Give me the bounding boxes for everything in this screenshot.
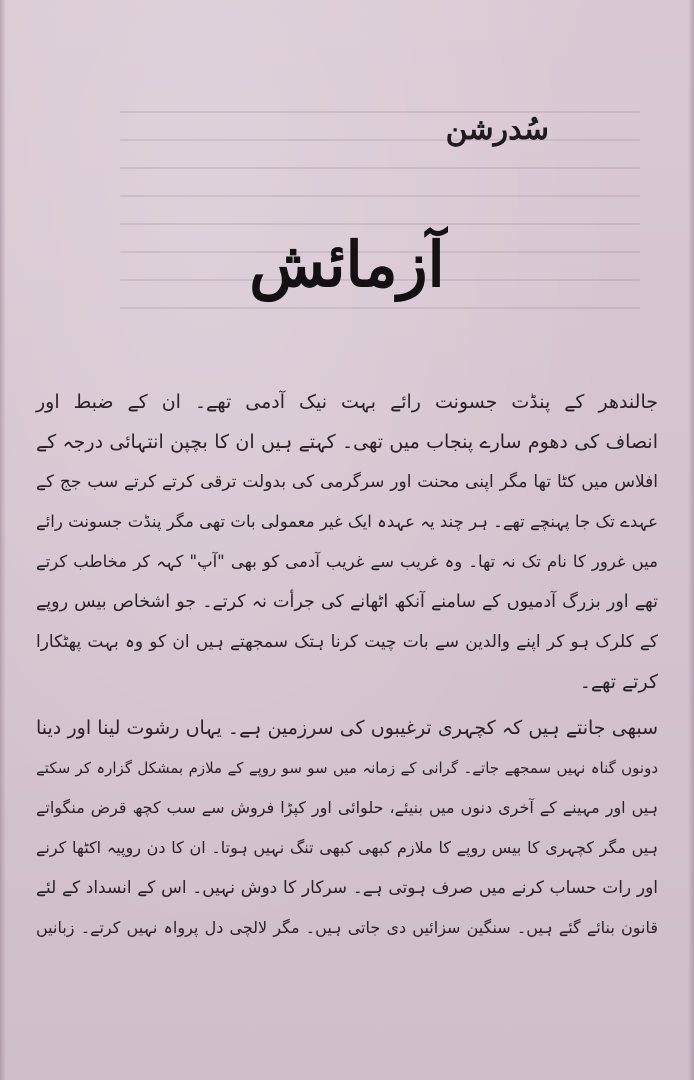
text-line: ہیں مگر کچہری کا بیس روپے کا ملازم کبھی کبھی تنگ نہیں ہوتا۔ ان کا دن روپیہ اکٹھا کرنے (36, 838, 658, 857)
story-title: آزمائش (249, 228, 445, 301)
text-line: عہدے تک جا پہنچے تھے۔ ہر چند یہ عہدہ ایک غیر معمولی بات تھی مگر پنڈت جسونت رائے (36, 512, 658, 531)
page-edge-right (688, 0, 694, 1080)
text-line: دونوں گناہ نہیں سمجھے جاتے۔ گرانی کے زمانہ میں سو سو روپے کے ملازم بمشکل گزارہ کر سکتے (36, 759, 658, 777)
text-line: قانون بنائے گئے ہیں۔ سنگین سزائیں دی جاتی ہیں۔ مگر لالچی دل پرواہ نہیں کرتے۔ زبانیں (36, 918, 658, 937)
story-body (36, 382, 658, 948)
text-line: ہیں اور مہینے کے آخری دنوں میں بنیئے، حلوائی اور کپڑا فروش سے سب کچھ قرض منگواتے (36, 798, 658, 817)
text-line: کرتے تھے۔ (579, 671, 658, 693)
text-line: جالندھر کے پنڈت جسونت رائے بہت نیک آدمی تھے۔ ان کے ضبط اور (36, 391, 658, 413)
author-name: سُدرشن (445, 112, 549, 147)
text-line: انصاف کی دھوم سارے پنجاب میں تھی۔ کہتے ہیں ان کا بچپن انتہائی درجہ کے (36, 431, 658, 453)
paragraph-2 (36, 708, 658, 948)
text-line: میں غرور کا نام تک نہ تھا۔ وہ غریب سے غریب آدمی کو بھی "آپ" کہہ کر مخاطب کرتے (36, 552, 658, 571)
paragraph-1 (36, 382, 658, 702)
page-edge-left (0, 0, 6, 1080)
text-line: افلاس میں کٹا تھا مگر اپنی محنت اور سرگرمی کی بدولت ترقی کرتے کرتے سب جج کے (36, 472, 658, 492)
text-line: کے کلرک ہو کر اپنے والدین سے بات چیت کرنا ہتک سمجھتے ہیں ان کو وہ بہت پھٹکارا (36, 632, 658, 652)
show-through-lines (120, 85, 640, 350)
text-line: اور رات حساب کرنے میں صرف ہوتی ہے۔ سرکار کا دوش نہیں۔ اس کے انسداد کے لئے (36, 878, 658, 898)
text-line: سبھی جانتے ہیں کہ کچہری ترغیبوں کی سرزمین ہے۔ یہاں رشوت لینا اور دینا (36, 717, 658, 739)
text-line: تھے اور بزرگ آدمیوں کے سامنے آنکھ اٹھانے کی جرأت نہ کرتے۔ جو اشخاص بیس روپے (36, 592, 658, 612)
